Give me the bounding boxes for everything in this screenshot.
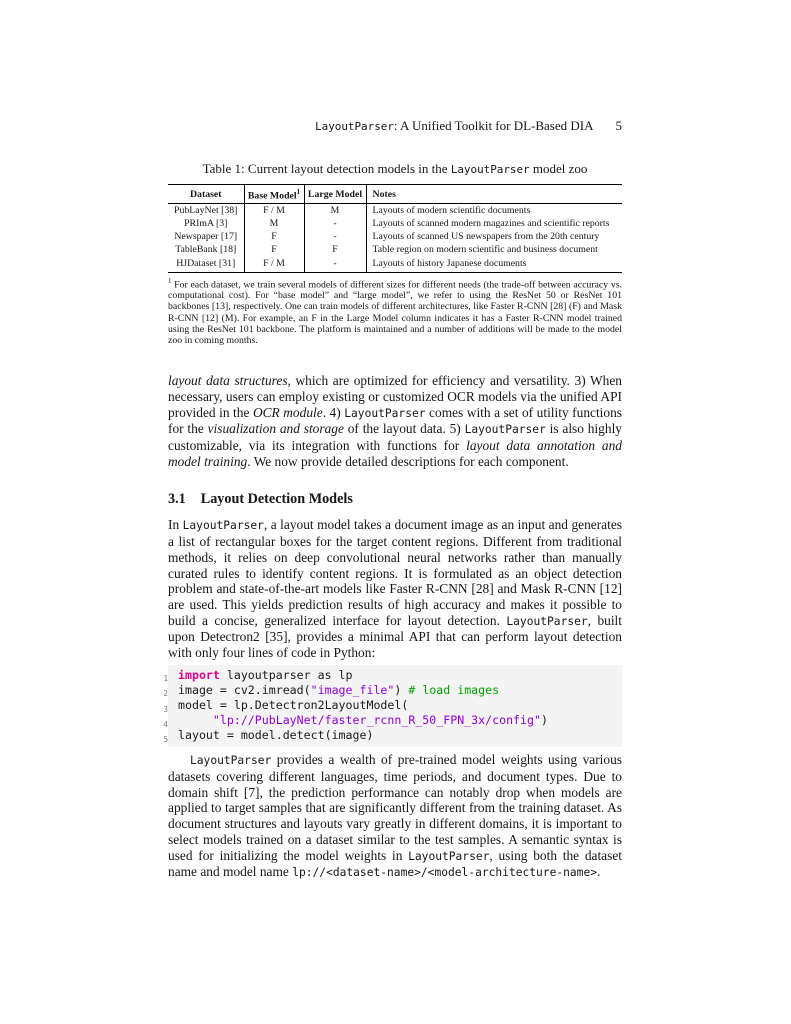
- code-line: 3 model = lp.Detectron2LayoutModel(: [178, 698, 618, 713]
- section-heading: [168, 491, 622, 508]
- code-line: 5 layout = model.detect(image): [178, 728, 618, 743]
- footnote-marker: 1: [296, 187, 301, 196]
- line-number: 1: [163, 674, 168, 684]
- caption-mono: LayoutParser: [450, 163, 530, 176]
- footnote-marker: 1: [168, 276, 172, 285]
- model-zoo-table: [168, 184, 622, 273]
- cell-dataset: Newspaper [17]: [174, 231, 238, 243]
- col-header-large-model: Large Model: [304, 185, 366, 204]
- table-row: [168, 257, 622, 272]
- footnote-text: For each dataset, we train several models of different sizes for different needs (the trade-off between accuracy vs. computational cost). For “base model” and “large model”, we refer to using the ResNet 50 or ResNet 101 backbones [13], respectively. One can train models of different architectures, like Faster R-CNN [28] (F) and Mask R-CNN [12] (M). For example, an F in the Large Model column indicates it has a Faster R-CNN model trained using the ResNet 101 backbone. The platform is maintained and a number of additions will be made to the model zoo in coming months.: [168, 279, 622, 347]
- cell-notes: Layouts of scanned US newspapers from the 20th century: [366, 231, 622, 244]
- table-footnote: [168, 276, 622, 346]
- col-header-dataset: Dataset: [168, 185, 244, 204]
- col-header-notes: Notes: [366, 185, 622, 204]
- cell-notes: Table region on modern scientific and business document: [366, 244, 622, 257]
- cell-base-model: F / M: [244, 257, 304, 272]
- code-block: [163, 665, 622, 747]
- running-header: [168, 118, 622, 135]
- line-number: 3: [163, 704, 168, 714]
- line-number: 2: [163, 689, 168, 699]
- section-number: 3.1: [168, 491, 186, 508]
- table-header-row: [168, 185, 622, 204]
- cell-dataset: PubLayNet [38]: [174, 204, 238, 216]
- page-number: 5: [615, 118, 622, 133]
- running-title-mono: LayoutParser: [315, 120, 394, 133]
- line-number: 5: [163, 734, 168, 744]
- code-line: 1 import layoutparser as lp: [178, 668, 618, 683]
- code-line: 4 "lp://PubLayNet/faster_rcnn_R_50_FPN_3x/config"): [178, 713, 618, 728]
- code-line: 2 image = cv2.imread("image_file") # load images: [178, 683, 618, 698]
- cell-large-model: M: [304, 204, 366, 218]
- table-row: [168, 217, 622, 230]
- caption-suffix: model zoo: [529, 161, 588, 176]
- table-caption: [168, 161, 622, 178]
- text-column: [163, 118, 623, 881]
- line-number: 4: [163, 719, 168, 729]
- cell-large-model: F: [304, 244, 366, 257]
- cell-base-model: F: [244, 231, 304, 244]
- cell-notes: Layouts of history Japanese documents: [366, 257, 622, 272]
- cell-large-model: -: [304, 231, 366, 244]
- paragraph-section-intro: In LayoutParser, a layout model takes a document image as an input and generates a list of rectangular boxes for the target content regions. Different from traditional methods, it relies on deep convolutional neural networks rather than manually curated rules to identify content regions. It is formulated as an object detection problem and state-of-the-art models like Faster R-CNN [28] and Mask R-CNN [12] are used. This yields prediction results of high accuracy and makes it possible to build a concise, generalized interface for layout detection. LayoutParser, built upon Detectron2 [35], provides a minimal API that can perform layout detection with only four lines of code in Python:: [168, 517, 622, 661]
- cell-dataset: PRImA [3]: [184, 217, 228, 229]
- caption-prefix: Table 1: Current layout detection models in the: [202, 161, 451, 176]
- cell-notes: Layouts of modern scientific documents: [366, 204, 622, 218]
- cell-dataset: TableBank [18]: [175, 244, 237, 256]
- cell-dataset: HJDataset [31]: [168, 257, 244, 272]
- cell-base-model: M: [244, 217, 304, 230]
- table-row: [168, 244, 622, 257]
- table-row: [168, 231, 622, 244]
- cell-base-model: F: [244, 244, 304, 257]
- table-row: [168, 204, 622, 218]
- running-title: [315, 118, 593, 135]
- cell-notes: Layouts of scanned modern magazines and scientific reports: [366, 217, 622, 230]
- col-header-base-model: Base Model$^1$: [244, 185, 304, 204]
- running-title-rest: : A Unified Toolkit for DL-Based DIA: [393, 118, 594, 133]
- section-title: Layout Detection Models: [200, 491, 353, 508]
- cell-base-model: F / M: [244, 204, 304, 218]
- paragraph-model-weights: LayoutParser provides a wealth of pre-trained model weights using various datasets covering different languages, time periods, and document types. Due to domain shift [7], the prediction performance can notably drop when models are applied to target samples that are significantly different from the training dataset. As document structures and layouts vary greatly in different domains, it is important to select models trained on a dataset similar to the test samples. A semantic syntax is used for initializing the model weights in LayoutParser, using both the dataset name and model name lp://<dataset-name>/<model-architecture-name>.: [168, 752, 622, 880]
- cell-large-model: -: [304, 257, 366, 272]
- paragraph-continuation: layout data structures, which are optimized for efficiency and versatility. 3) When necessary, users can employ existing or customized OCR models via the unified API provided in the OCR module. 4) LayoutParser comes with a set of utility functions for the visualization and storage of the layout data. 5) LayoutParser is also highly customizable, via its integration with functions for layout data annotation and model training. We now provide detailed descriptions for each component.: [168, 373, 623, 469]
- cell-large-model: -: [304, 217, 366, 230]
